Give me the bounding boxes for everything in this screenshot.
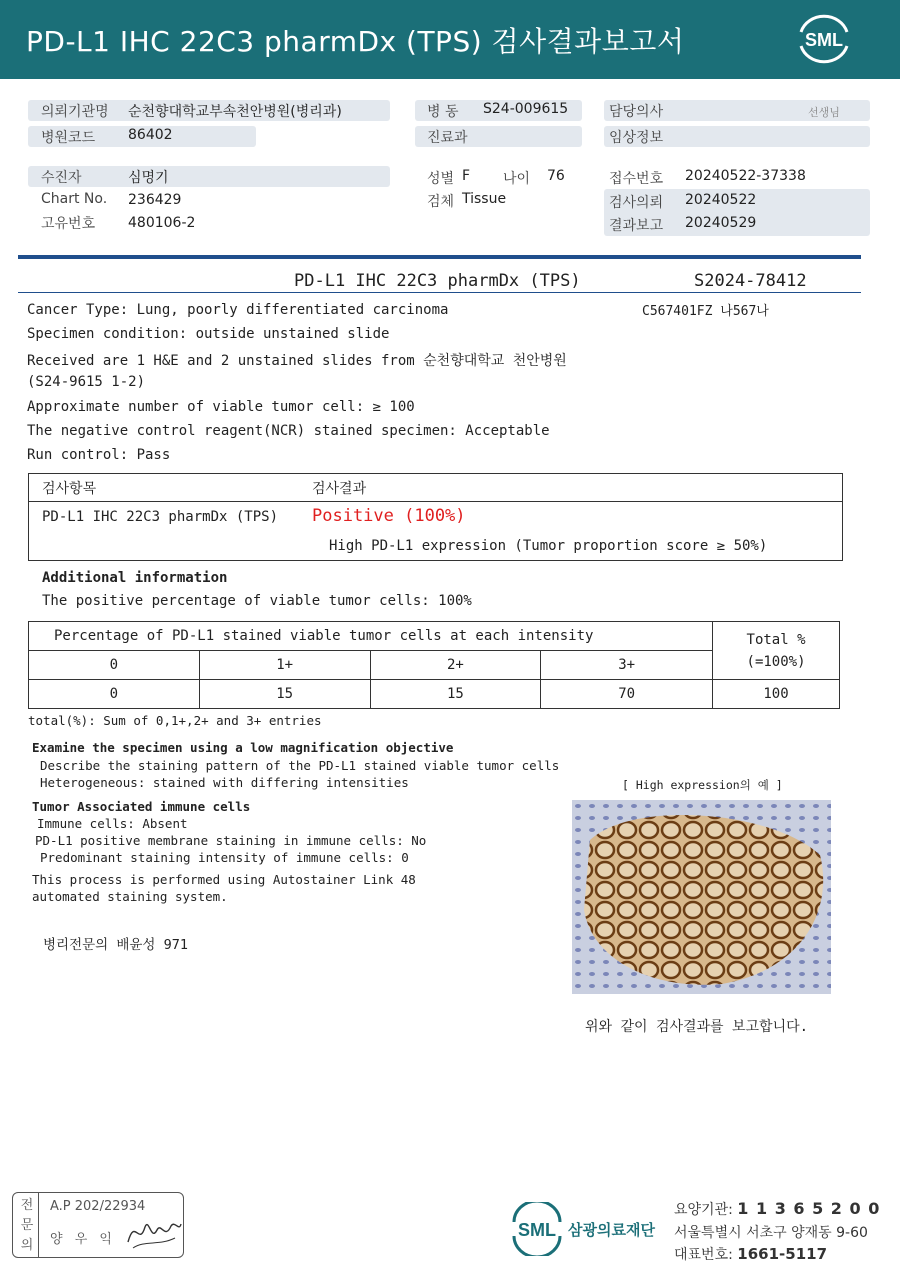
value-cell: 0 <box>29 680 200 709</box>
process-line: This process is performed using Autostainer Link 48 <box>32 872 416 887</box>
pathologist-name: 병리전문의 배윤성 971 <box>43 937 188 953</box>
hospital-code-value: 86402 <box>128 127 173 143</box>
ward-value: S24-009615 <box>483 101 569 117</box>
additional-info-text: The positive percentage of viable tumor cells: 100% <box>42 593 472 609</box>
specimen-label: 검체 <box>427 194 455 210</box>
request-date-value: 20240522 <box>685 192 757 208</box>
table-note: total(%): Sum of 0,1+,2+ and 3+ entries <box>28 713 322 728</box>
value-cell: 15 <box>199 680 370 709</box>
org-name: 삼광의료재단 <box>568 1221 655 1239</box>
report-date-label: 결과보고 <box>609 218 664 234</box>
stamp-side-char: 의 <box>20 1238 34 1253</box>
ihc-microscopy-image <box>572 800 831 994</box>
additional-info-title: Additional information <box>42 570 228 586</box>
report-line: The negative control reagent(NCR) stained specimen: Acceptable <box>27 423 550 439</box>
report-date-value: 20240529 <box>685 215 757 231</box>
report-line: Cancer Type: Lung, poorly differentiated carcinoma <box>27 302 449 318</box>
unique-no-value: 480106-2 <box>128 215 196 231</box>
result-positive: Positive (100%) <box>312 506 466 526</box>
clinical-info-label: 임상정보 <box>609 130 664 146</box>
section-divider <box>18 255 861 259</box>
level-cell: 1+ <box>199 651 370 680</box>
value-cell: 15 <box>370 680 541 709</box>
intensity-table <box>28 621 840 709</box>
sex-value: F <box>462 168 471 184</box>
patient-label: 수진자 <box>41 170 82 186</box>
report-line: Received are 1 H&E and 2 unstained slides from 순천향대학교 천안병원 <box>27 353 567 369</box>
value-cell: 70 <box>541 680 713 709</box>
report-line: Approximate number of viable tumor cell: ≥ 100 <box>27 399 415 415</box>
total-header <box>713 622 840 680</box>
result-item: PD-L1 IHC 22C3 pharmDx (TPS) <box>42 509 279 525</box>
doctor-label: 담당의사 <box>609 104 664 120</box>
immune-line: PD-L1 positive membrane staining in immune cells: No <box>35 833 427 848</box>
immune-title: Tumor Associated immune cells <box>32 799 251 814</box>
immune-line: Predominant staining intensity of immune cells: 0 <box>40 850 409 865</box>
result-interpretation: High PD-L1 expression (Tumor proportion score ≥ 50%) <box>329 538 768 554</box>
unique-no-label: 고유번호 <box>41 216 96 232</box>
request-date-label: 검사의뢰 <box>609 195 664 211</box>
stamp-id: A.P 202/22934 <box>50 1199 146 1214</box>
examine-line: Describe the staining pattern of the PD-L1 stained viable tumor cells <box>40 758 560 773</box>
hospital-code-label: 병원코드 <box>41 130 96 146</box>
level-cell: 3+ <box>541 651 713 680</box>
sml-foundation-logo-icon <box>508 1202 566 1256</box>
total-header-line1: Total % <box>746 631 806 648</box>
patient-value: 심명기 <box>128 170 169 186</box>
license-value: 1 1 3 6 5 2 0 0 <box>737 1199 881 1218</box>
patient-pill <box>28 166 390 187</box>
signature-icon <box>125 1212 183 1252</box>
chart-no-label: Chart No. <box>41 191 108 207</box>
level-cell: 2+ <box>370 651 541 680</box>
logo-text: SML <box>805 30 843 50</box>
report-line: Run control: Pass <box>27 447 171 463</box>
license-row <box>674 1199 880 1219</box>
age-label: 나이 <box>503 171 531 187</box>
examine-line: Heterogeneous: stained with differing intensities <box>40 775 409 790</box>
level-cell: 0 <box>29 651 200 680</box>
phone-value: 1661-5117 <box>737 1245 828 1263</box>
ward-label: 병 동 <box>427 104 459 120</box>
report-line: Specimen condition: outside unstained slide <box>27 326 390 342</box>
stamp-side-char: 문 <box>20 1218 34 1233</box>
org-address: 서울특별시 서초구 양재동 9-60 <box>674 1225 868 1241</box>
phone-label: 대표번호: <box>674 1247 733 1263</box>
stamp-name: 양 우 익 <box>50 1232 116 1247</box>
chart-no-value: 236429 <box>128 192 182 208</box>
stamp-divider <box>38 1192 39 1258</box>
phone-row <box>674 1244 827 1264</box>
sml-logo-icon <box>793 12 855 64</box>
specimen-value: Tissue <box>462 191 507 207</box>
age-value: 76 <box>547 168 565 184</box>
reference-code: C567401FZ 나567나 <box>642 304 769 319</box>
sex-label: 성별 <box>427 171 455 187</box>
total-cell: 100 <box>713 680 840 709</box>
stamp-side <box>20 1196 34 1256</box>
image-caption: [ High expression의 예 ] <box>622 778 783 792</box>
doctor-suffix: 선생님 <box>808 106 840 119</box>
title-underline <box>18 292 861 293</box>
report-line: (S24-9615 1-2) <box>27 374 146 390</box>
org-logo-text: SML <box>518 1220 556 1240</box>
page-title: PD-L1 IHC 22C3 pharmDx (TPS) 검사결과보고서 <box>26 25 685 58</box>
immune-line: Immune cells: Absent <box>37 816 188 831</box>
process-line: automated staining system. <box>32 889 228 904</box>
receipt-value: 20240522-37338 <box>685 168 806 184</box>
result-box-divider <box>28 501 843 502</box>
case-number: S2024-78412 <box>694 271 807 291</box>
institution-value: 순천향대학교부속천안병원(병리과) <box>128 104 342 120</box>
closing-statement: 위와 같이 검사결과를 보고합니다. <box>585 1019 809 1035</box>
examine-title: Examine the specimen using a low magnification objective <box>32 740 454 755</box>
total-header-line2: (=100%) <box>746 653 806 670</box>
license-label: 요양기관: <box>674 1202 733 1218</box>
report-title: PD-L1 IHC 22C3 pharmDx (TPS) <box>294 271 581 291</box>
receipt-label: 접수번호 <box>609 171 664 187</box>
stamp-side-char: 전 <box>20 1198 34 1213</box>
result-item-header: 검사항목 <box>42 481 97 497</box>
department-label: 진료과 <box>427 130 468 146</box>
institution-label: 의뢰기관명 <box>41 104 109 120</box>
result-result-header: 검사결과 <box>312 481 367 497</box>
intensity-table-header: Percentage of PD-L1 stained viable tumor cells at each intensity <box>29 622 713 651</box>
